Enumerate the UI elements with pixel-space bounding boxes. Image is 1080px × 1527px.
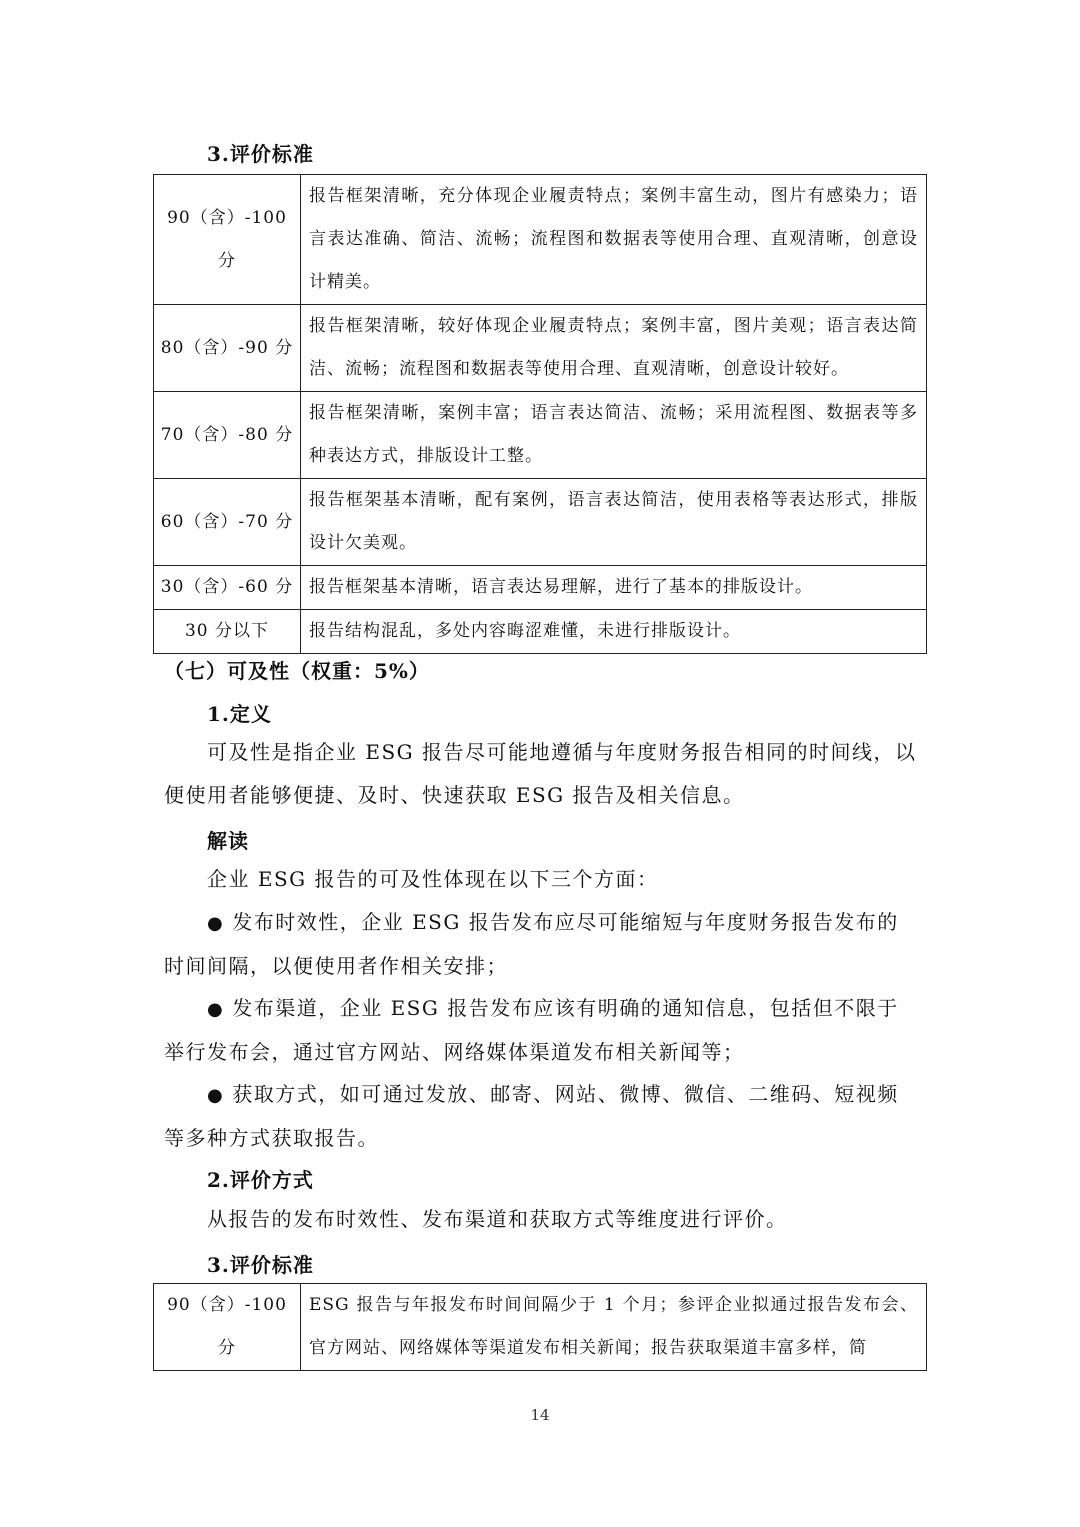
score-range: 90（含）-100 分 (154, 175, 301, 305)
bullet-item (164, 1073, 920, 1160)
score-range: 70（含）-80 分 (154, 392, 301, 479)
definition-heading: 1.定义 (207, 702, 272, 726)
section-title: （七）可及性（权重：5%） (164, 659, 430, 683)
table-row (154, 305, 927, 392)
criteria-heading-a: 3.评价标准 (207, 142, 314, 166)
criteria-table-a (153, 174, 927, 654)
score-range: 80（含）-90 分 (154, 305, 301, 392)
bullet-text: 获取方式，如可通过发放、邮寄、网站、微博、微信、二维码、短视频等多种方式获取报告。 (164, 1082, 899, 1150)
score-description: ESG 报告与年报发布时间间隔少于 1 个月；参评企业拟通过报告发布会、官方网站、网络媒体等渠道发布相关新闻；报告获取渠道丰富多样，简 (301, 1284, 927, 1371)
table-row (154, 610, 927, 654)
table-row (154, 1284, 927, 1371)
interpretation-heading: 解读 (207, 829, 249, 853)
criteria-table-b (153, 1283, 927, 1371)
score-range: 30（含）-60 分 (154, 566, 301, 610)
definition-text: 可及性是指企业 ESG 报告尽可能地遵循与年度财务报告相同的时间线，以便使用者能够便捷、及时、快速获取 ESG 报告及相关信息。 (164, 740, 917, 807)
score-description: 报告结构混乱，多处内容晦涩难懂，未进行排版设计。 (301, 610, 927, 654)
score-description: 报告框架清晰，较好体现企业履责特点；案例丰富，图片美观；语言表达简洁、流畅；流程图和数据表等使用合理、直观清晰，创意设计较好。 (301, 305, 927, 392)
bullet-item (164, 901, 920, 988)
bullet-icon: ● (207, 1085, 225, 1106)
bullet-item (164, 987, 920, 1074)
method-heading: 2.评价方式 (207, 1168, 314, 1192)
score-range: 90（含）-100 分 (154, 1284, 301, 1371)
bullet-icon: ● (207, 999, 225, 1020)
score-description: 报告框架基本清晰，语言表达易理解，进行了基本的排版设计。 (301, 566, 927, 610)
table-row (154, 566, 927, 610)
table-row (154, 175, 927, 305)
bullet-text: 发布渠道，企业 ESG 报告发布应该有明确的通知信息，包括但不限于举行发布会，通过官方网站、网络媒体渠道发布相关新闻等； (164, 996, 899, 1064)
method-text: 从报告的发布时效性、发布渠道和获取方式等维度进行评价。 (207, 1207, 788, 1231)
table-row (154, 479, 927, 566)
bullet-icon: ● (207, 913, 225, 934)
score-description: 报告框架清晰，充分体现企业履责特点；案例丰富生动，图片有感染力；语言表达准确、简洁、流畅；流程图和数据表等使用合理、直观清晰，创意设计精美。 (301, 175, 927, 305)
page-number: 14 (530, 1406, 550, 1424)
score-range: 30 分以下 (154, 610, 301, 654)
interpretation-intro: 企业 ESG 报告的可及性体现在以下三个方面： (207, 867, 659, 891)
table-row (154, 392, 927, 479)
score-description: 报告框架基本清晰，配有案例，语言表达简洁，使用表格等表达形式，排版设计欠美观。 (301, 479, 927, 566)
score-description: 报告框架清晰，案例丰富；语言表达简洁、流畅；采用流程图、数据表等多种表达方式，排版设计工整。 (301, 392, 927, 479)
criteria-heading-b: 3.评价标准 (207, 1253, 314, 1277)
bullet-text: 发布时效性，企业 ESG 报告发布应尽可能缩短与年度财务报告发布的时间间隔，以便使用者作相关安排； (164, 910, 899, 978)
score-range: 60（含）-70 分 (154, 479, 301, 566)
